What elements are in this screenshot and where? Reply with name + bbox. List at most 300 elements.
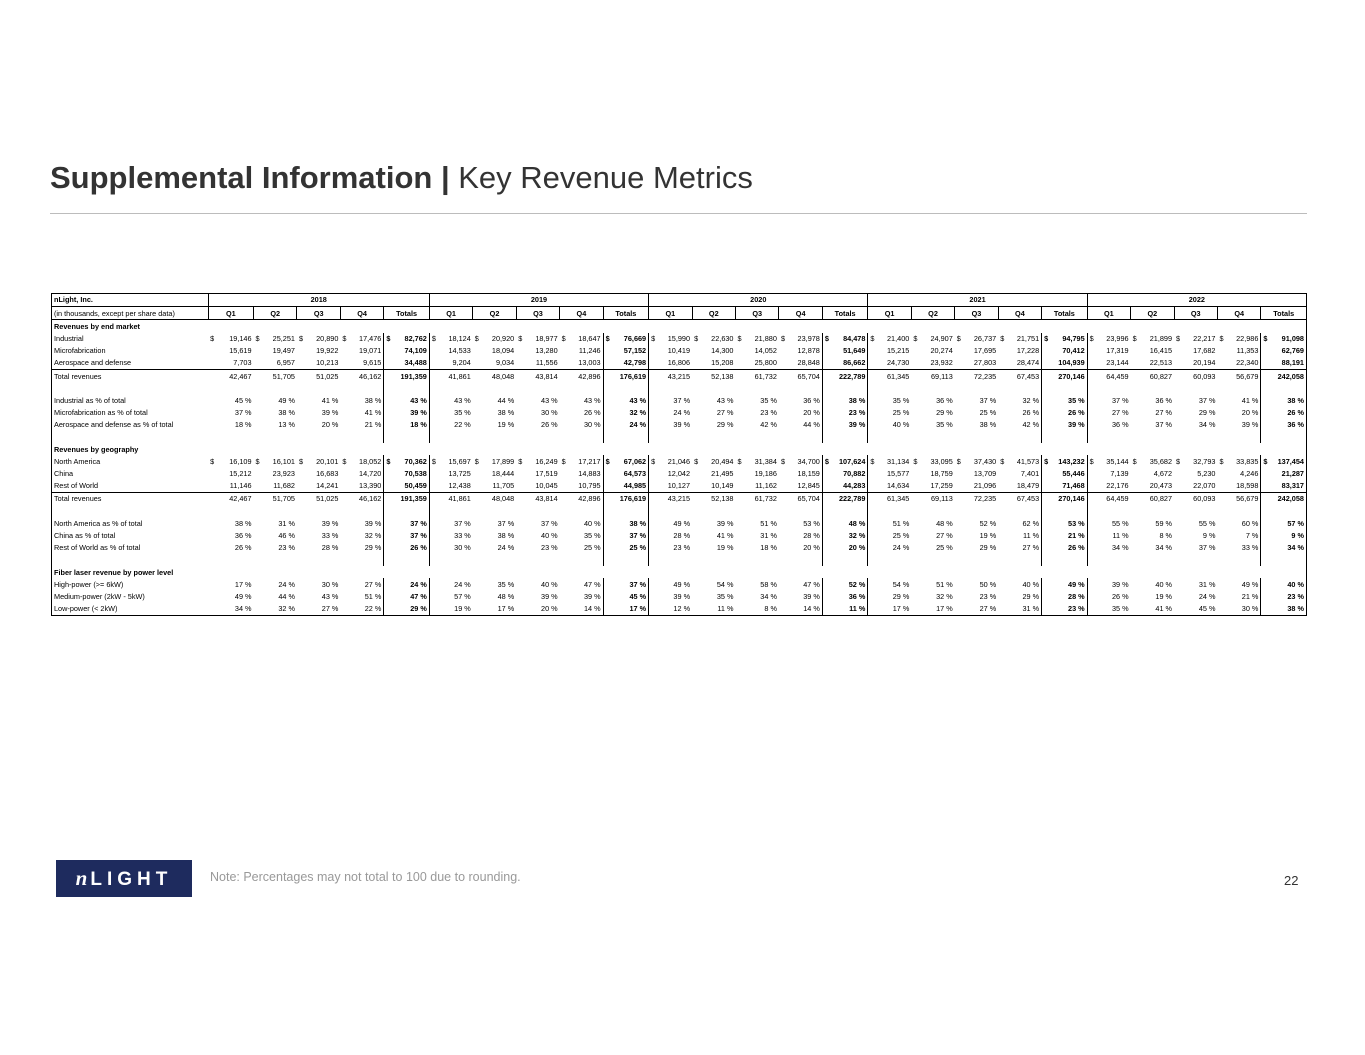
total-cell: [384, 407, 430, 419]
value-cell: [955, 357, 998, 370]
cell-value: 69,113: [930, 371, 953, 381]
logo-text: LIGHT: [90, 869, 173, 890]
cell-value: 17,259: [930, 481, 953, 491]
cell-value: 7 %: [1245, 531, 1259, 541]
value-cell: [955, 542, 998, 554]
value-cell: [911, 530, 954, 542]
total-cell: [1042, 370, 1088, 383]
cell-value: 20,194: [1193, 358, 1216, 368]
total-cell: [1261, 333, 1307, 345]
cell-value: 26 %: [1287, 408, 1304, 418]
cell-value: 27 %: [716, 408, 734, 418]
total-cell: [822, 578, 868, 590]
value-cell: [516, 542, 559, 554]
value-cell: [516, 517, 559, 529]
value-cell: [868, 407, 911, 419]
cell-value: 26 %: [541, 420, 558, 430]
cell-value: 16,415: [1149, 346, 1173, 356]
cell-value: 18,479: [1016, 481, 1040, 491]
cell-value: 39 %: [321, 408, 339, 418]
value-cell: [429, 578, 472, 590]
value-cell: [736, 480, 779, 493]
total-cell: [1042, 419, 1088, 431]
value-cell: [911, 603, 954, 616]
cell-value: 38 %: [848, 395, 866, 405]
value-cell: [955, 468, 998, 480]
cell-value: 23,923: [272, 469, 295, 479]
cell-value: 18 %: [410, 420, 427, 430]
cell-value: 137,454: [1277, 456, 1304, 466]
cell-value: 43 %: [410, 395, 427, 405]
row-label: China: [54, 469, 74, 479]
quarter-column-header: Q3: [1174, 307, 1217, 320]
cell-value: 38 %: [1287, 395, 1304, 405]
cell-value: 41 %: [1241, 395, 1259, 405]
currency-symbol: $: [780, 334, 785, 344]
value-cell: [692, 370, 735, 383]
cell-value: 20,890: [316, 334, 339, 344]
cell-value: 52 %: [979, 518, 997, 528]
cell-value: 13,280: [535, 346, 558, 356]
page-title: [50, 158, 753, 198]
cell-value: 11,162: [755, 481, 777, 491]
quarter-column-header: Q4: [998, 307, 1041, 320]
value-cell: [560, 357, 603, 370]
cell-value: 30 %: [454, 543, 471, 553]
value-cell: [1087, 395, 1130, 407]
cell-value: 46,162: [359, 494, 382, 504]
cell-value: 35 %: [454, 408, 471, 418]
value-cell: [649, 493, 692, 506]
year-header: 2022: [1087, 294, 1306, 307]
cell-value: 20,473: [1149, 481, 1173, 491]
value-cell: [649, 578, 692, 590]
currency-symbol: $: [956, 334, 961, 344]
cell-value: 17 %: [234, 579, 252, 589]
total-cell: [603, 370, 649, 383]
cell-value: 27 %: [364, 579, 382, 589]
cell-value: 39 %: [803, 591, 820, 601]
value-cell: [1131, 493, 1174, 506]
row-label: Industrial as % of total: [54, 395, 126, 405]
cell-value: 39 %: [364, 518, 382, 528]
cell-value: 27 %: [1022, 543, 1040, 553]
total-cell: [1042, 455, 1088, 467]
quarter-column-header: Q2: [254, 307, 297, 320]
value-cell: [779, 603, 822, 616]
value-cell: [1174, 357, 1217, 370]
cell-value: 10,045: [535, 481, 558, 491]
cell-value: 56,679: [1236, 371, 1259, 381]
value-cell: [516, 395, 559, 407]
cell-value: 22,340: [1236, 358, 1259, 368]
cell-value: 61,732: [754, 494, 777, 504]
value-cell: [1217, 493, 1260, 506]
cell-value: 107,624: [839, 456, 866, 466]
cell-value: 29 %: [364, 543, 382, 553]
value-cell: [868, 530, 911, 542]
value-cell: [779, 578, 822, 590]
value-cell: [649, 333, 692, 345]
total-cell: [1261, 480, 1307, 493]
cell-value: 45 %: [629, 591, 647, 601]
cell-value: 51,705: [272, 494, 295, 504]
value-cell: [911, 407, 954, 419]
value-cell: [516, 333, 559, 345]
cell-value: 60 %: [1241, 518, 1259, 528]
value-cell: [473, 517, 516, 529]
cell-value: 43,215: [667, 371, 691, 381]
cell-value: 17,476: [359, 334, 382, 344]
value-cell: [208, 603, 253, 616]
cell-value: 67,453: [1016, 371, 1040, 381]
currency-symbol: $: [518, 334, 523, 344]
value-cell: [911, 493, 954, 506]
cell-value: 33,095: [930, 456, 953, 466]
value-cell: [1131, 468, 1174, 480]
value-cell: [779, 542, 822, 554]
cell-value: 48,048: [491, 371, 515, 381]
cell-value: 25 %: [892, 531, 910, 541]
cell-value: 64,459: [1106, 371, 1129, 381]
value-cell: [254, 480, 297, 493]
value-cell: [868, 542, 911, 554]
section-title: Fiber laser revenue by power level: [54, 567, 174, 577]
value-cell: [779, 480, 822, 493]
cell-value: 14,052: [754, 346, 777, 356]
cell-value: 52,138: [711, 371, 734, 381]
total-cell: [603, 542, 649, 554]
currency-symbol: $: [255, 334, 260, 344]
currency-symbol: $: [1263, 456, 1268, 466]
cell-value: 5,230: [1197, 469, 1216, 479]
cell-value: 270,146: [1058, 494, 1085, 504]
cell-value: 13,709: [973, 469, 997, 479]
cell-value: 20,101: [316, 456, 339, 466]
cell-value: 12,878: [797, 346, 820, 356]
value-cell: [254, 370, 297, 383]
cell-value: 38 %: [364, 395, 382, 405]
currency-symbol: $: [1044, 334, 1049, 344]
cell-value: 39 %: [848, 420, 866, 430]
cell-value: 29 %: [716, 420, 734, 430]
value-cell: [911, 333, 954, 345]
currency-symbol: $: [956, 456, 961, 466]
value-cell: [779, 591, 822, 603]
value-cell: [429, 419, 472, 431]
value-cell: [911, 419, 954, 431]
total-cell: [603, 357, 649, 370]
cell-value: 35 %: [760, 395, 777, 405]
cell-value: 55 %: [1111, 518, 1129, 528]
value-cell: [868, 455, 911, 467]
cell-value: 25 %: [936, 543, 953, 553]
cell-value: 40 %: [1155, 579, 1173, 589]
table-row: [52, 370, 1307, 383]
cell-value: 21,096: [973, 481, 997, 491]
table-row: [52, 591, 1307, 603]
value-cell: [254, 591, 297, 603]
value-cell: [1217, 407, 1260, 419]
value-cell: [779, 468, 822, 480]
row-label: Rest of World as % of total: [54, 543, 141, 553]
total-cell: [1261, 603, 1307, 616]
cell-value: 44 %: [278, 591, 295, 601]
cell-value: 24 %: [278, 579, 295, 589]
value-cell: [868, 333, 911, 345]
value-cell: [868, 345, 911, 357]
cell-value: 13,390: [359, 481, 382, 491]
table-row: [52, 407, 1307, 419]
cell-value: 47 %: [410, 591, 427, 601]
value-cell: [1131, 407, 1174, 419]
cell-value: 52,138: [711, 494, 734, 504]
value-cell: [1174, 591, 1217, 603]
value-cell: [560, 591, 603, 603]
total-cell: [1261, 407, 1307, 419]
cell-value: 23 %: [1287, 591, 1304, 601]
cell-value: 25 %: [583, 543, 601, 553]
cell-value: 88,191: [1281, 358, 1304, 368]
total-cell: [1042, 530, 1088, 542]
cell-value: 35 %: [892, 395, 910, 405]
cell-value: 34 %: [1155, 543, 1173, 553]
cell-value: 51,025: [316, 371, 339, 381]
total-cell: [384, 578, 430, 590]
total-cell: [603, 345, 649, 357]
cell-value: 28,848: [797, 358, 820, 368]
value-cell: [1174, 603, 1217, 616]
value-cell: [911, 370, 954, 383]
total-cell: [1261, 517, 1307, 529]
cell-value: 21,899: [1149, 334, 1173, 344]
value-cell: [868, 578, 911, 590]
value-cell: [297, 603, 340, 616]
value-cell: [1174, 517, 1217, 529]
total-cell: [1261, 357, 1307, 370]
cell-value: 27 %: [979, 604, 997, 614]
total-cell: [1261, 578, 1307, 590]
value-cell: [649, 591, 692, 603]
cell-value: 20 %: [803, 408, 820, 418]
cell-value: 44 %: [803, 420, 820, 430]
cell-value: 49 %: [673, 579, 691, 589]
value-cell: [955, 603, 998, 616]
value-cell: [649, 407, 692, 419]
currency-symbol: $: [210, 334, 215, 344]
cell-value: 9,204: [452, 358, 471, 368]
cell-value: 11 %: [1023, 531, 1040, 541]
total-cell: [384, 542, 430, 554]
total-cell: [1261, 468, 1307, 480]
cell-value: 43,215: [667, 494, 691, 504]
cell-value: 242,058: [1277, 494, 1304, 504]
value-cell: [340, 357, 383, 370]
totals-column-header: Totals: [822, 307, 868, 320]
value-cell: [868, 591, 911, 603]
value-cell: [955, 493, 998, 506]
cell-value: 22,630: [711, 334, 734, 344]
value-cell: [868, 370, 911, 383]
cell-value: 9,034: [495, 358, 515, 368]
currency-symbol: $: [605, 456, 610, 466]
value-cell: [1217, 455, 1260, 467]
cell-value: 20,920: [491, 334, 515, 344]
value-cell: [473, 455, 516, 467]
value-cell: [429, 542, 472, 554]
cell-value: 34 %: [760, 591, 777, 601]
value-cell: [649, 603, 692, 616]
value-cell: [560, 370, 603, 383]
value-cell: [297, 370, 340, 383]
value-cell: [955, 333, 998, 345]
cell-value: 9,615: [363, 358, 382, 368]
cell-value: 39 %: [1241, 420, 1259, 430]
row-label: North America as % of total: [54, 518, 143, 528]
value-cell: [297, 419, 340, 431]
total-cell: [384, 530, 430, 542]
cell-value: 19 %: [1155, 591, 1173, 601]
value-cell: [736, 517, 779, 529]
cell-value: 222,789: [839, 371, 866, 381]
value-cell: [297, 493, 340, 506]
cell-value: 17 %: [497, 604, 515, 614]
value-cell: [692, 345, 735, 357]
cell-value: 14,720: [359, 469, 382, 479]
value-cell: [736, 407, 779, 419]
value-cell: [692, 578, 735, 590]
cell-value: 57 %: [1287, 518, 1304, 528]
cell-value: 69,113: [930, 494, 953, 504]
table-row: [52, 542, 1307, 554]
cell-value: 191,359: [400, 494, 427, 504]
cell-value: 38 %: [629, 518, 647, 528]
value-cell: [1131, 345, 1174, 357]
currency-symbol: $: [737, 334, 742, 344]
cell-value: 26 %: [1022, 408, 1040, 418]
value-cell: [736, 455, 779, 467]
value-cell: [1217, 480, 1260, 493]
quarter-column-header: Q2: [692, 307, 735, 320]
cell-value: 29 %: [936, 408, 953, 418]
page-title-bold: Supplemental Information |: [50, 160, 450, 195]
cell-value: 24 %: [410, 579, 427, 589]
cell-value: 61,345: [887, 371, 910, 381]
quarter-column-header: Q3: [955, 307, 998, 320]
cell-value: 20,274: [930, 346, 953, 356]
cell-value: 21,046: [667, 456, 691, 466]
cell-value: 24 %: [673, 408, 691, 418]
row-label: China as % of total: [54, 531, 116, 541]
cell-value: 19 %: [716, 543, 734, 553]
cell-value: 22,176: [1106, 481, 1129, 491]
cell-value: 29 %: [410, 604, 427, 614]
cell-value: 48 %: [497, 591, 515, 601]
cell-value: 58 %: [760, 579, 777, 589]
cell-value: 18,159: [797, 469, 820, 479]
cell-value: 42 %: [1022, 420, 1040, 430]
value-cell: [649, 468, 692, 480]
total-cell: [603, 493, 649, 506]
value-cell: [998, 542, 1041, 554]
cell-value: 18,094: [491, 346, 515, 356]
cell-value: 39 %: [410, 408, 427, 418]
value-cell: [516, 419, 559, 431]
cell-value: 15,208: [711, 358, 734, 368]
cell-value: 39 %: [1068, 420, 1085, 430]
value-cell: [998, 493, 1041, 506]
cell-value: 37 %: [1111, 395, 1129, 405]
value-cell: [254, 419, 297, 431]
cell-value: 15,577: [887, 469, 910, 479]
cell-value: 33 %: [1241, 543, 1259, 553]
cell-value: 40 %: [1022, 579, 1040, 589]
cell-value: 32 %: [364, 531, 382, 541]
value-cell: [955, 407, 998, 419]
value-cell: [297, 345, 340, 357]
cell-value: 44,283: [843, 481, 866, 491]
value-cell: [736, 357, 779, 370]
cell-value: 22 %: [454, 420, 471, 430]
value-cell: [560, 419, 603, 431]
value-cell: [297, 395, 340, 407]
quarter-column-header: Q1: [649, 307, 692, 320]
value-cell: [1217, 468, 1260, 480]
value-cell: [911, 480, 954, 493]
quarter-column-header: Q2: [473, 307, 516, 320]
total-cell: [384, 333, 430, 345]
value-cell: [1217, 395, 1260, 407]
value-cell: [560, 345, 603, 357]
quarter-column-header: Q1: [208, 307, 253, 320]
currency-symbol: $: [870, 334, 875, 344]
cell-value: 17,228: [1016, 346, 1040, 356]
cell-value: 31 %: [1198, 579, 1216, 589]
cell-value: 72,235: [973, 494, 997, 504]
value-cell: [692, 530, 735, 542]
cell-value: 24 %: [497, 543, 515, 553]
cell-value: 222,789: [839, 494, 866, 504]
cell-value: 74,109: [404, 346, 427, 356]
cell-value: 21 %: [1068, 531, 1085, 541]
cell-value: 4,672: [1153, 469, 1173, 479]
cell-value: 42,467: [229, 371, 252, 381]
cell-value: 29 %: [1022, 591, 1040, 601]
cell-value: 18 %: [760, 543, 777, 553]
quarter-column-header: Q4: [340, 307, 383, 320]
quarter-column-header: Q3: [516, 307, 559, 320]
cell-value: 36 %: [848, 591, 866, 601]
value-cell: [429, 480, 472, 493]
value-cell: [208, 591, 253, 603]
currency-symbol: $: [694, 456, 699, 466]
cell-value: 25 %: [892, 408, 910, 418]
cell-value: 52 %: [848, 579, 866, 589]
total-cell: [384, 357, 430, 370]
currency-symbol: $: [561, 334, 566, 344]
cell-value: 20 %: [848, 543, 866, 553]
cell-value: 37 %: [234, 408, 252, 418]
cell-value: 70,362: [404, 456, 427, 466]
cell-value: 23 %: [760, 408, 777, 418]
value-cell: [340, 333, 383, 345]
table-header-quarters: [52, 307, 1307, 320]
value-cell: [429, 493, 472, 506]
cell-value: 24,907: [930, 334, 953, 344]
cell-value: 43 %: [321, 591, 339, 601]
cell-value: 24 %: [892, 543, 910, 553]
cell-value: 30 %: [541, 408, 558, 418]
